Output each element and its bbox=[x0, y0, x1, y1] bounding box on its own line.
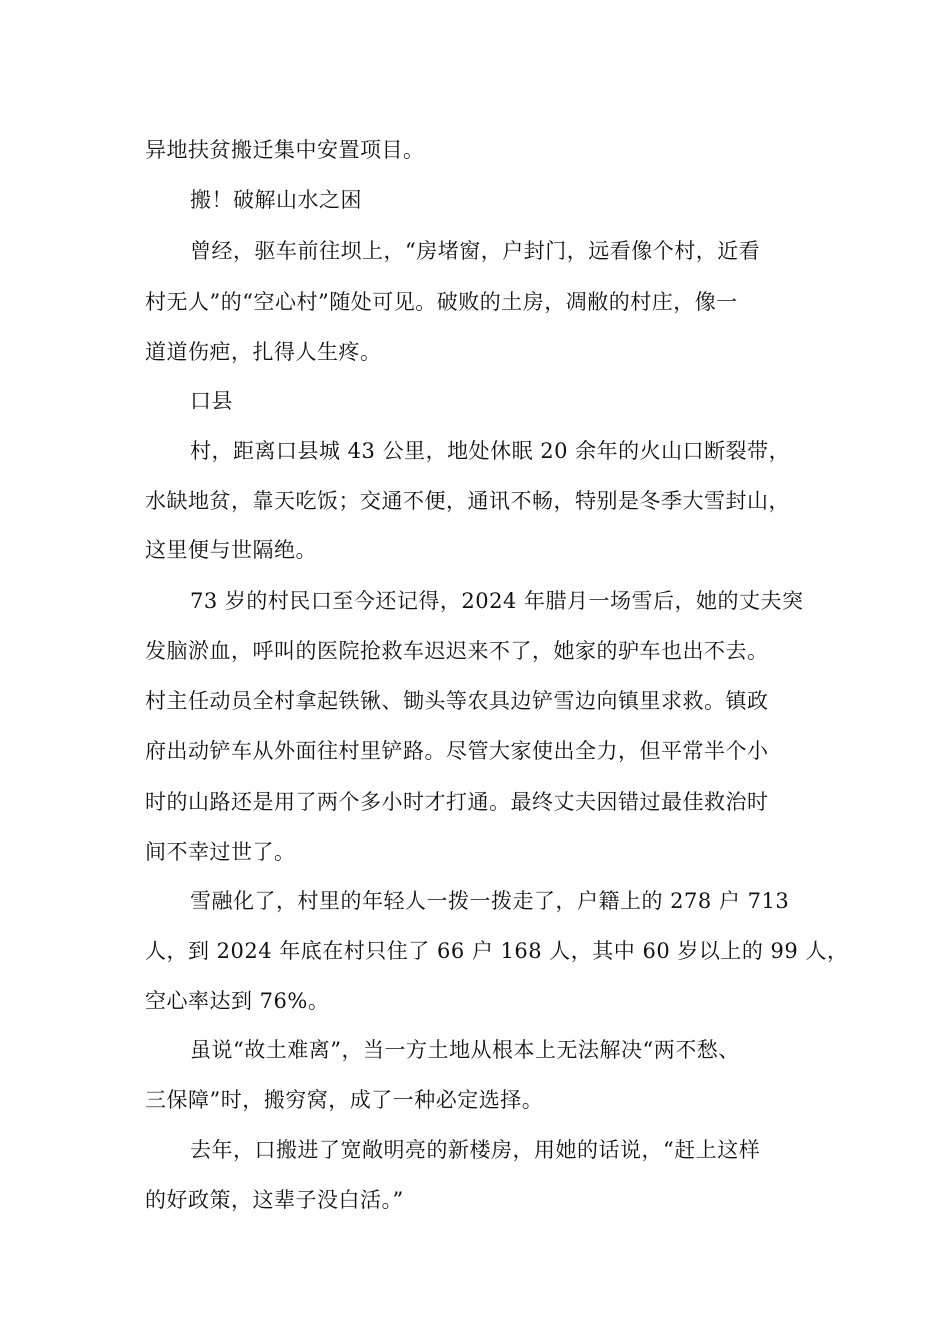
text-line: 人，到 2024 年底在村只住了 66 户 168 人，其中 60 岁以上的 99 人， bbox=[145, 939, 849, 963]
text-line: 虽说“故土难离”，当一方土地从根本上无法解决“两不愁、 bbox=[190, 1038, 740, 1062]
text-line: 的好政策，这辈子没白活。” bbox=[145, 1188, 404, 1212]
text-line: 空心率达到 76%。 bbox=[145, 989, 330, 1013]
text-line: 口县 bbox=[190, 389, 233, 413]
text-line: 三保障”时，搬穷窝，成了一种必定选择。 bbox=[145, 1088, 544, 1112]
text-line: 去年，口搬进了宽敞明亮的新楼房，用她的话说，“赶上这样 bbox=[190, 1138, 761, 1162]
text-line: 水缺地贫，靠天吃饭；交通不便，通讯不畅，特别是冬季大雪封山， bbox=[145, 489, 790, 513]
text-line: 雪融化了，村里的年轻人一拨一拨走了，户籍上的 278 户 713 bbox=[190, 889, 790, 913]
text-line: 发脑淤血，呼叫的医院抢救车迟迟来不了，她家的驴车也出不去。 bbox=[145, 639, 769, 663]
text-line: 村无人”的“空心村”随处可见。破败的土房，凋敝的村庄，像一 bbox=[145, 290, 738, 314]
text-line: 间不幸过世了。 bbox=[145, 840, 296, 864]
text-line: 时的山路还是用了两个多小时才打通。最终丈夫因错过最佳救治时 bbox=[145, 790, 769, 814]
text-line: 曾经，驱车前往坝上，“房堵窗，户封门，远看像个村，近看 bbox=[190, 239, 761, 263]
text-line: 村主任动员全村拿起铁锹、锄头等农具边铲雪边向镇里求救。镇政 bbox=[145, 689, 769, 713]
text-line: 这里便与世隔绝。 bbox=[145, 538, 317, 562]
text-line: 道道伤疤，扎得人生疼。 bbox=[145, 340, 382, 364]
text-line: 73 岁的村民口至今还记得，2024 年腊月一场雪后，她的丈夫突 bbox=[190, 589, 804, 613]
text-line: 异地扶贫搬迁集中安置项目。 bbox=[145, 138, 425, 162]
section-heading: 搬！破解山水之困 bbox=[190, 188, 362, 212]
text-line: 府出动铲车从外面往村里铲路。尽管大家使出全力，但平常半个小 bbox=[145, 739, 769, 763]
text-line: 村，距离口县城 43 公里，地处休眠 20 余年的火山口断裂带， bbox=[190, 439, 791, 463]
